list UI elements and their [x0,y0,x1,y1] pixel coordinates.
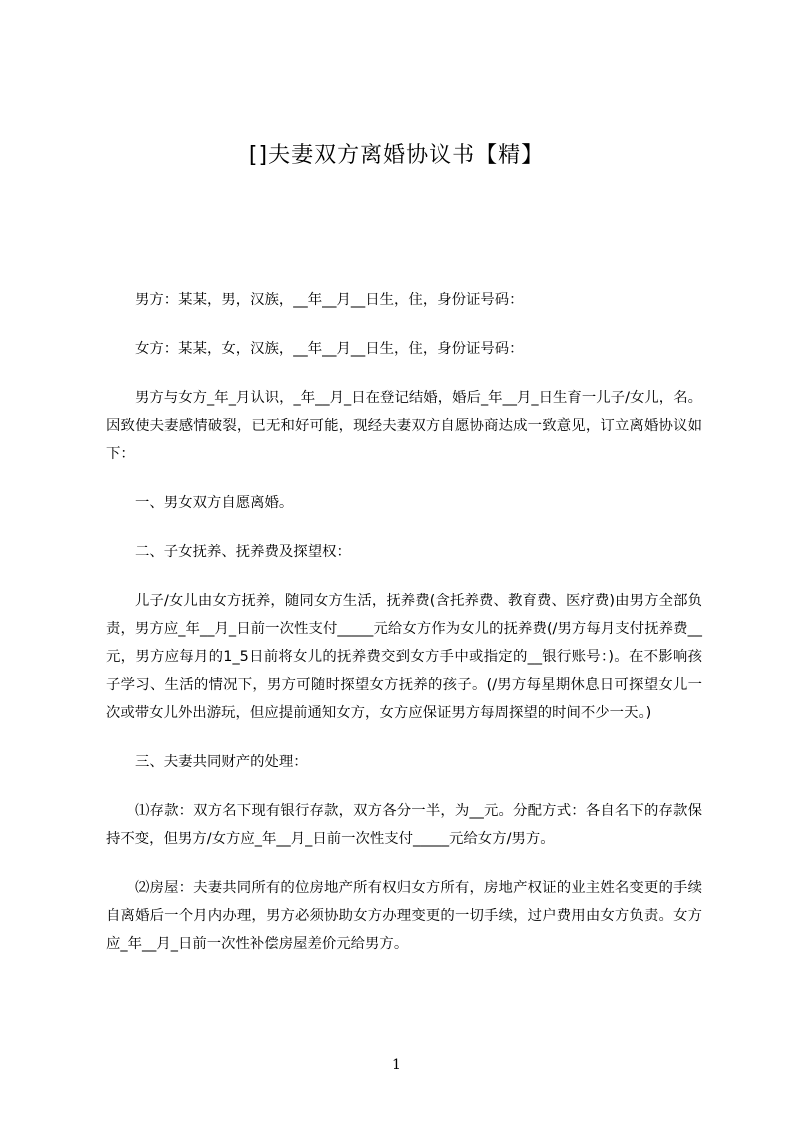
custody-paragraph: 儿子/女儿由女方抚养，随同女方生活，抚养费(含托养费、教育费、医疗费)由男方全部负责，男方应_年__月_日前一次性支付_____元给女方作为女儿的抚养费(/男方每月支付抚养费__元，男方应每月的1_5日前将女儿的抚养费交到女方手中或指定的__银行账号：)。在不影响孩子学习、生活的情况下，男方可随时探望女方抚养的孩子。(/男方每星期休息日可探望女儿一次或带女儿外出游玩，但应提前通知女方，女方应保证男方每周探望的时间不少一天。) [106,593,702,721]
clause-2-heading: 二、子女抚养、抚养费及探望权： [135,544,351,560]
clause-1-heading: 一、男女双方自愿离婚。 [135,495,294,511]
clause-3-heading: 三、夫妻共同财产的处理： [135,754,308,770]
page-number: 1 [392,1057,401,1073]
document-title: []夫妻双方离婚协议书【精】 [248,143,545,168]
party-female-paragraph: 女方：某某，女，汉族，__年__月__日生，住，身份证号码： [135,341,524,357]
document-body [106,286,702,979]
savings-paragraph: ⑴存款：双方名下现有银行存款，双方各分一半，为__元。分配方式：各自名下的存款保持不变，但男方/女方应_年__月_日前一次性支付_____元给女方/男方。 [106,803,702,847]
housing-paragraph: ⑵房屋：夫妻共同所有的位房地产所有权归女方所有，房地产权证的业主姓名变更的手续自离婚后一个月内办理，男方必须协助女方办理变更的一切手续，过户费用由女方负责。女方应_年__月_日前一次性补偿房屋差价元给男方。 [106,880,702,952]
background-paragraph: 男方与女方_年_月认识，_年__月_日在登记结婚，婚后_年__月_日生育一儿子/女儿，名。因致使夫妻感情破裂，已无和好可能，现经夫妻双方自愿协商达成一致意见，订立离婚协议如下： [106,390,702,462]
party-male-paragraph: 男方：某某，男，汉族，__年__月__日生，住，身份证号码： [135,292,524,308]
